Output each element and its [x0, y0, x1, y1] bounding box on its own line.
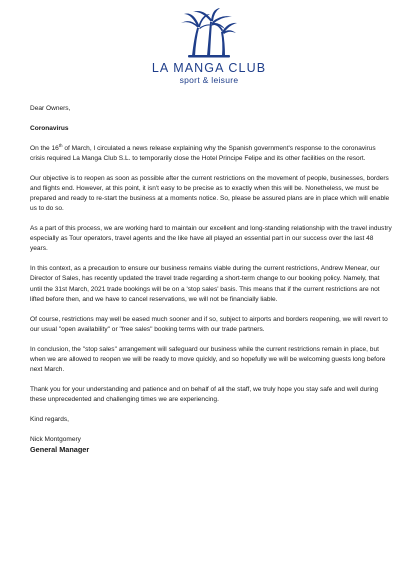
paragraph-7: Thank you for your understanding and patience and on behalf of all the staff, we truly hope you stay safe and well during these unprecedented and challenging times we are experiencing.	[30, 385, 379, 404]
paragraph-1: On the 16th of March, I circulated a news release explaining why the Spanish government's response to the coronavirus crisis required La Manga Club S.L. to temporarily close the Hotel Principe Felipe and its other facilities on the resort.	[30, 142, 376, 162]
closing: Kind regards,	[30, 415, 69, 423]
brand-name: LA MANGA CLUB	[151, 61, 267, 75]
palm-tree-icon	[178, 8, 240, 58]
paragraph-2: Our objective is to reopen as soon as possible after the current restrictions on the movement of people, businesses, borders and flights end. However, at this point, it isn't easy to be precise as to exactly when this will be. Nonetheless, we must be prepared and ready to re-start the business at a moments notice. So, please be assured plans are in place which will enable us to do so.	[30, 174, 390, 213]
letter-body	[30, 104, 392, 455]
signatory-title: General Manager	[30, 444, 90, 454]
paragraph-3: As a part of this process, we are working hard to maintain our excellent and long-standing relationship with the travel industry especially as Tour operators, travel agents and the like have all played an essential part in our success over the last 48 years.	[30, 225, 392, 253]
brand-tagline: sport & leisure	[179, 75, 239, 85]
salutation: Dear Owners,	[30, 105, 71, 112]
subject-heading: Coronavirus	[30, 124, 69, 132]
letterhead	[0, 8, 418, 85]
signatory-name: Nick Montgomery	[30, 435, 81, 443]
signatory	[30, 435, 392, 455]
paragraph-5: Of course, restrictions may well be eased much sooner and if so, subject to airports and borders reopening, we will revert to our usual "open availability" or "free sales" booking terms with our trade partners.	[30, 315, 388, 333]
paragraph-6: In conclusion, the "stop sales" arrangement will safeguard our business while the current restrictions remain in place, but when we are allowed to reopen we will be ready to move quickly, and so hopefully we will be welcoming guests long before next March.	[30, 345, 386, 374]
paragraph-4: In this context, as a precaution to ensure our business remains viable during the current restrictions, Andrew Menear, our Director of Sales, has recently updated the travel trade regarding a short-term change to our booking policy. Namely, that until the 31st March, 2021 trade bookings will be on a 'stop sales' basis. This means that if the current restrictions are not lifted before then, and we have to cancel reservations, we will not be financially liable.	[30, 265, 380, 303]
